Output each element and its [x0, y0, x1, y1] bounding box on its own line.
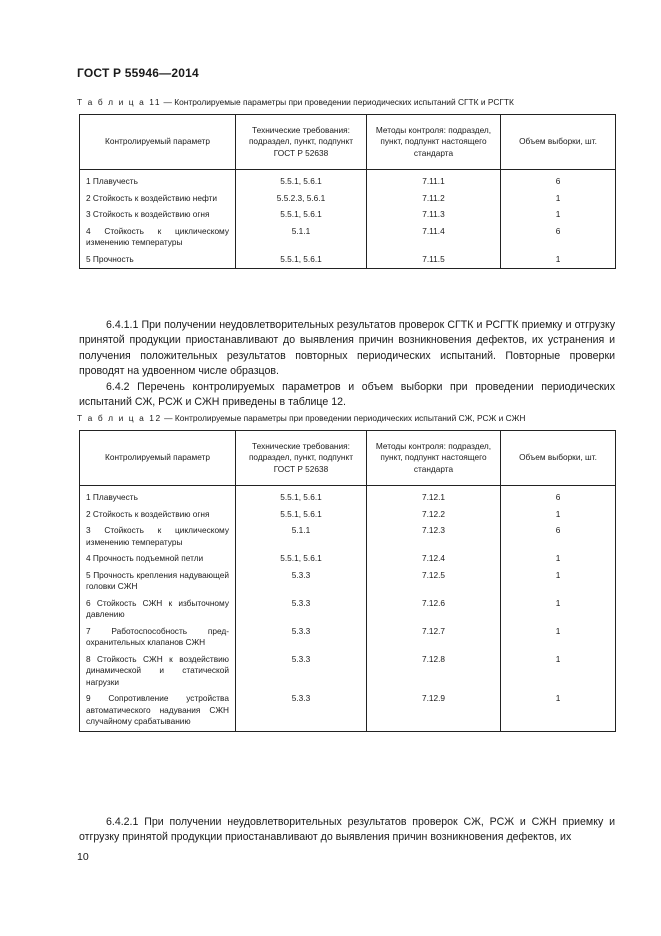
- cell-sample-size: 1: [501, 624, 616, 652]
- cell-parameter: 3 Стойкость к воздействию огня: [80, 207, 236, 224]
- cell-parameter: 8 Стойкость СЖН к воздействию динамической и статической нагрузки: [80, 652, 236, 692]
- table-12-title: — Контролируемые параметры при проведении периодических испытаний СЖ, РСЖ и СЖН: [161, 413, 526, 423]
- table-12: [79, 430, 616, 732]
- table-11-header-row: [80, 115, 616, 170]
- cell-sample-size: 1: [501, 207, 616, 224]
- table-row: [80, 507, 616, 524]
- table-11-label: Т а б л и ц а 11: [77, 97, 162, 107]
- cell-parameter: 3 Стойкость к циклическому изменению температуры: [80, 523, 236, 551]
- cell-parameter: 1 Плавучесть: [80, 486, 236, 507]
- cell-sample-size: 1: [501, 551, 616, 568]
- cell-sample-size: 1: [501, 507, 616, 524]
- cell-method: 7.12.4: [367, 551, 501, 568]
- cell-parameter: 1 Плавучесть: [80, 170, 236, 191]
- paragraph: 6.4.1.1 При получении неудовлетворительных результатов проверок СГТК и РСГТК приемку и отгрузку принятой продукции приостанавливают до выявления причин возникновения дефектов, их устранения и получения положительных результатов повторных периодических испытаний. Повторные проверки проводят на удвоенном числе образцов.: [79, 319, 615, 378]
- cell-method: 7.11.4: [367, 224, 501, 252]
- cell-method: 7.12.7: [367, 624, 501, 652]
- cell-method: 7.12.1: [367, 486, 501, 507]
- col-header-sample-size: Объем выборки, шт.: [501, 115, 616, 170]
- cell-requirements: 5.5.1, 5.6.1: [236, 252, 367, 269]
- col-header-parameter: Контролируемый параметр: [80, 115, 236, 170]
- table-row: [80, 207, 616, 224]
- cell-method: 7.12.9: [367, 691, 501, 731]
- col-header-requirements: Технические требования: подраздел, пункт, подпункт ГОСТ Р 52638: [236, 431, 367, 486]
- table-row: [80, 252, 616, 269]
- col-header-methods: Методы контроля: подраздел, пункт, подпункт настоящего стандарта: [367, 431, 501, 486]
- table-11-caption: [77, 97, 514, 107]
- section-6-4-1-1-text: [79, 318, 615, 410]
- cell-requirements: 5.1.1: [236, 523, 367, 551]
- cell-parameter: 5 Прочность крепления надувающей головки СЖН: [80, 568, 236, 596]
- paragraph: 6.4.2 Перечень контролируемых параметров и объем выборки при проведении периодических испытаний СЖ, РСЖ и СЖН приведены в таблице 12.: [79, 380, 615, 409]
- table-row: [80, 170, 616, 191]
- cell-sample-size: 1: [501, 691, 616, 731]
- table-row: [80, 486, 616, 507]
- cell-method: 7.12.8: [367, 652, 501, 692]
- cell-parameter: 4 Стойкость к циклическому изменению температуры: [80, 224, 236, 252]
- cell-requirements: 5.5.1, 5.6.1: [236, 486, 367, 507]
- cell-sample-size: 6: [501, 486, 616, 507]
- cell-method: 7.11.5: [367, 252, 501, 269]
- cell-parameter: 6 Стойкость СЖН к избыточному давлению: [80, 596, 236, 624]
- table-row: [80, 224, 616, 252]
- cell-sample-size: 1: [501, 596, 616, 624]
- cell-method: 7.12.5: [367, 568, 501, 596]
- table-12-header-row: [80, 431, 616, 486]
- cell-method: 7.11.1: [367, 170, 501, 191]
- cell-sample-size: 1: [501, 568, 616, 596]
- cell-sample-size: 6: [501, 224, 616, 252]
- cell-requirements: 5.3.3: [236, 568, 367, 596]
- cell-sample-size: 6: [501, 523, 616, 551]
- table-11: [79, 114, 616, 269]
- cell-sample-size: 1: [501, 252, 616, 269]
- page-number: 10: [77, 851, 89, 863]
- cell-method: 7.12.6: [367, 596, 501, 624]
- table-12-label: Т а б л и ц а 12: [77, 413, 162, 423]
- col-header-requirements: Технические требования: подраздел, пункт, подпункт ГОСТ Р 52638: [236, 115, 367, 170]
- cell-requirements: 5.5.1, 5.6.1: [236, 170, 367, 191]
- cell-method: 7.11.2: [367, 191, 501, 208]
- table-row: [80, 551, 616, 568]
- table-row: [80, 191, 616, 208]
- table-row: [80, 596, 616, 624]
- cell-requirements: 5.3.3: [236, 624, 367, 652]
- cell-method: 7.12.2: [367, 507, 501, 524]
- table-row: [80, 652, 616, 692]
- table-row: [80, 523, 616, 551]
- cell-sample-size: 1: [501, 652, 616, 692]
- table-row: [80, 568, 616, 596]
- cell-sample-size: 1: [501, 191, 616, 208]
- table-row: [80, 691, 616, 731]
- cell-parameter: 7 Работоспособность предохранительных клапанов СЖН: [80, 624, 236, 652]
- cell-requirements: 5.5.1, 5.6.1: [236, 551, 367, 568]
- cell-requirements: 5.3.3: [236, 691, 367, 731]
- table-row: [80, 624, 616, 652]
- col-header-methods: Методы контроля: подраздел, пункт, подпункт настоящего стандарта: [367, 115, 501, 170]
- cell-requirements: 5.3.3: [236, 596, 367, 624]
- cell-method: 7.11.3: [367, 207, 501, 224]
- col-header-parameter: Контролируемый параметр: [80, 431, 236, 486]
- cell-requirements: 5.5.1, 5.6.1: [236, 507, 367, 524]
- cell-requirements: 5.5.2.3, 5.6.1: [236, 191, 367, 208]
- cell-sample-size: 6: [501, 170, 616, 191]
- paragraph: 6.4.2.1 При получении неудовлетворительных результатов проверок СЖ, РСЖ и СЖН приемку и отгрузку принятой продукции приостанавливают до выявления причин возникновения дефектов, их: [79, 816, 615, 844]
- cell-parameter: 2 Стойкость к воздействию огня: [80, 507, 236, 524]
- cell-parameter: 4 Прочность подъемной петли: [80, 551, 236, 568]
- cell-requirements: 5.3.3: [236, 652, 367, 692]
- col-header-sample-size: Объем выборки, шт.: [501, 431, 616, 486]
- table-12-caption: [77, 413, 525, 423]
- cell-parameter: 2 Стойкость к воздействию нефти: [80, 191, 236, 208]
- section-6-4-2-1-text: [79, 815, 615, 846]
- cell-method: 7.12.3: [367, 523, 501, 551]
- cell-parameter: 5 Прочность: [80, 252, 236, 269]
- document-id: ГОСТ Р 55946—2014: [77, 66, 199, 80]
- table-11-title: — Контролируемые параметры при проведении периодических испытаний СГТК и РСГТК: [161, 97, 514, 107]
- cell-parameter: 9 Сопротивление устройства автоматического надувания СЖН случайному срабатыванию: [80, 691, 236, 731]
- cell-requirements: 5.1.1: [236, 224, 367, 252]
- cell-requirements: 5.5.1, 5.6.1: [236, 207, 367, 224]
